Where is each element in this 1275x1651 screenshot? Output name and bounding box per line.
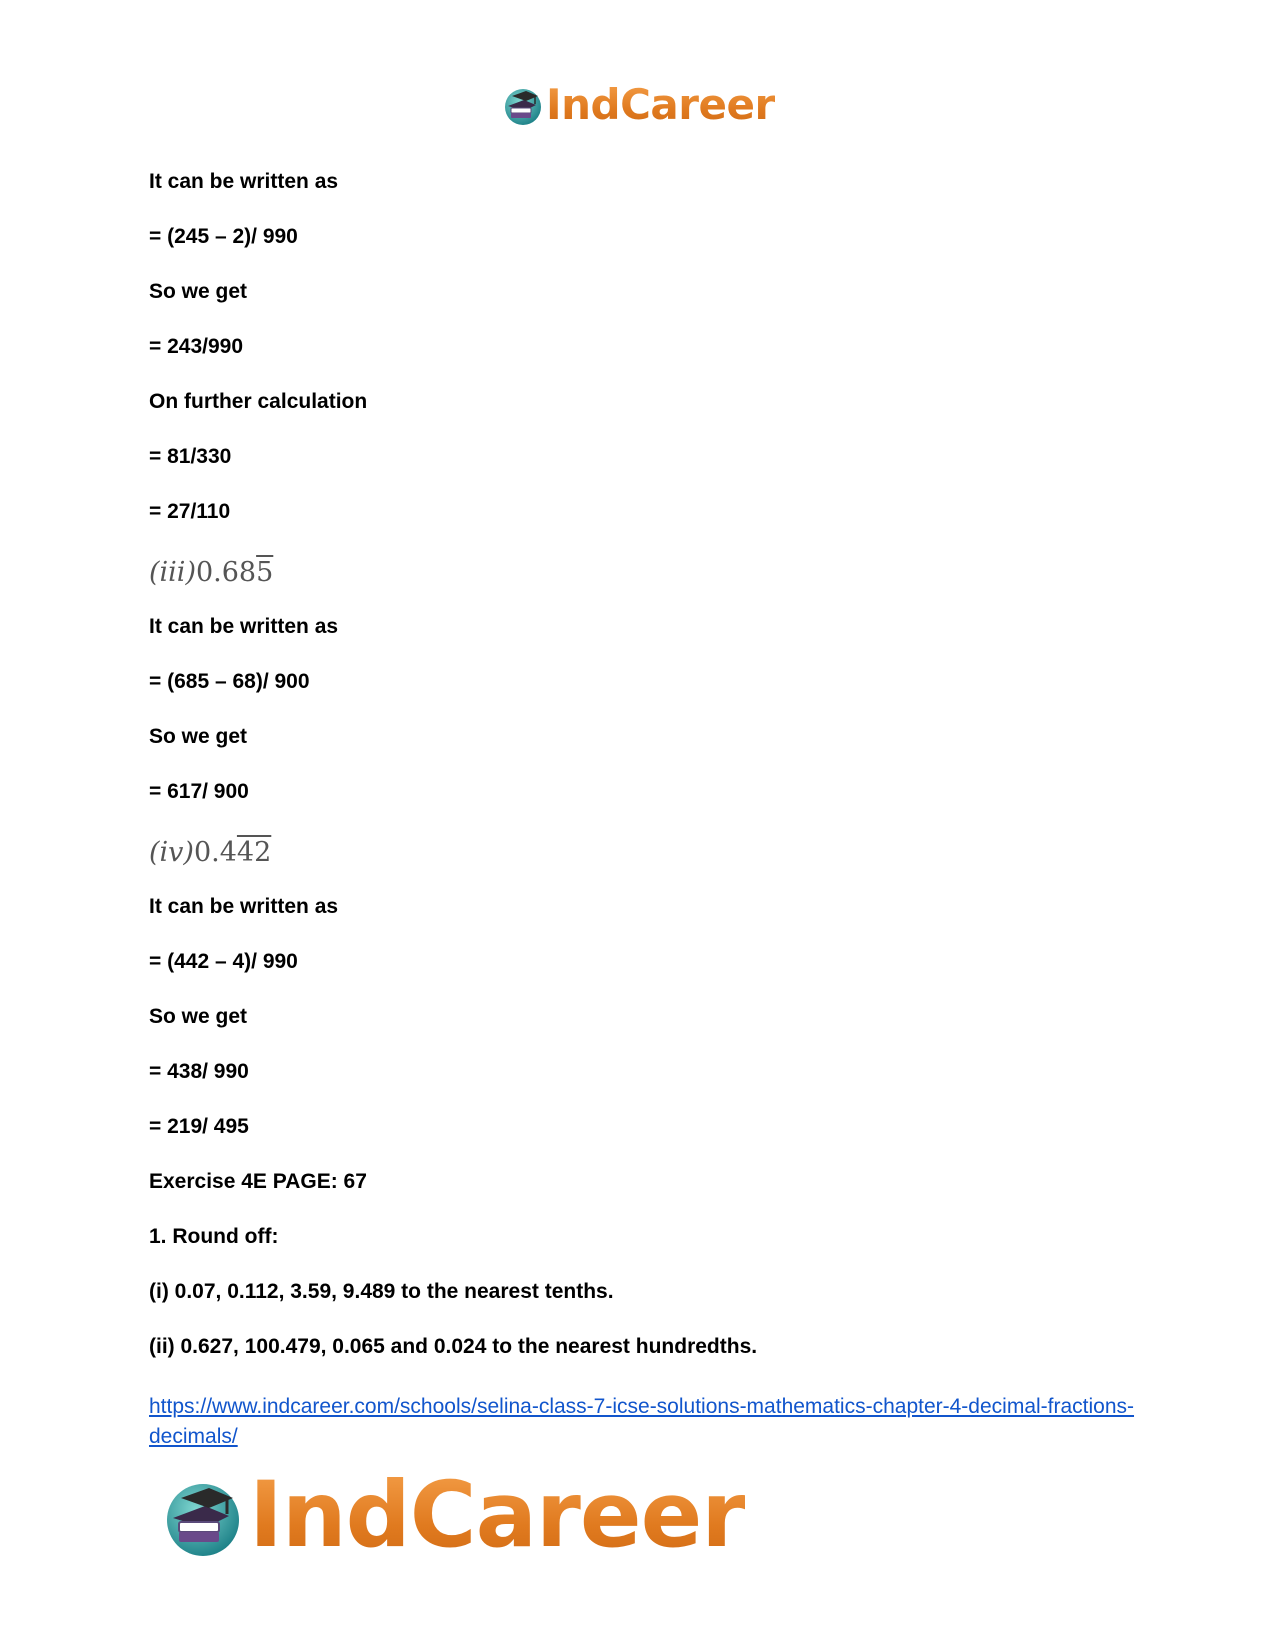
logo-text: IndCareer — [546, 80, 775, 129]
text-line: It can be written as — [149, 170, 339, 193]
text-line: So we get — [149, 1005, 248, 1028]
text-line: On further calculation — [149, 390, 368, 413]
text-line: = 27/110 — [149, 500, 231, 523]
math-prefix: 0.68 — [195, 557, 257, 588]
question-part: (ii) 0.627, 100.479, 0.065 and 0.024 to the nearest hundredths. — [149, 1335, 758, 1358]
math-repeating: 42 — [236, 837, 272, 868]
math-expression-iv — [149, 835, 1139, 871]
text-line: It can be written as — [149, 895, 339, 918]
math-prefix: 0.4 — [193, 837, 237, 868]
source-url-link[interactable]: https://www.indcareer.com/schools/selina-class-7-icse-solutions-mathematics-chapter-4-decimal-fractions-decimals/ — [149, 1395, 1135, 1448]
document-body — [149, 170, 1139, 1390]
text-line: = (685 – 68)/ 900 — [149, 670, 310, 693]
text-line: = 438/ 990 — [149, 1060, 249, 1083]
question-title: 1. Round off: — [149, 1225, 279, 1248]
footer-logo — [161, 1463, 745, 1568]
math-label: (iv) — [149, 837, 194, 868]
exercise-heading: Exercise 4E PAGE: 67 — [149, 1170, 367, 1193]
text-line: = (245 – 2)/ 990 — [149, 225, 298, 248]
graduation-cap-globe-icon — [161, 1474, 245, 1558]
text-line: = (442 – 4)/ 990 — [149, 950, 298, 973]
text-line: It can be written as — [149, 615, 339, 638]
text-line: = 617/ 900 — [149, 780, 249, 803]
text-line: So we get — [149, 280, 248, 303]
text-line: = 243/990 — [149, 335, 244, 358]
text-line: So we get — [149, 725, 248, 748]
question-part: (i) 0.07, 0.112, 3.59, 9.489 to the nearest tenths. — [149, 1280, 614, 1303]
text-line: = 219/ 495 — [149, 1115, 249, 1138]
math-label: (iii) — [149, 557, 196, 588]
logo-text: IndCareer — [249, 1463, 746, 1568]
math-expression-iii — [149, 555, 1139, 591]
text-line: = 81/330 — [149, 445, 232, 468]
header-logo — [502, 80, 775, 129]
math-repeating: 5 — [256, 557, 274, 588]
graduation-cap-globe-icon — [502, 84, 544, 126]
